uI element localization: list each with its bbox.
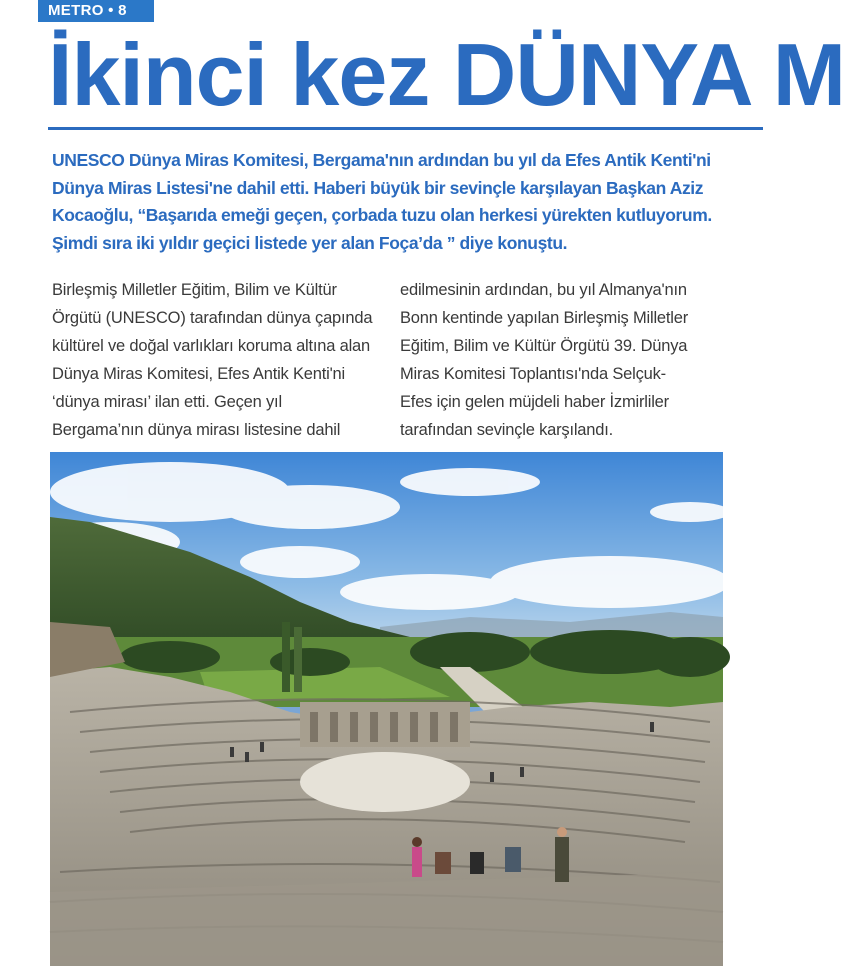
body-line: edilmesinin ardından, bu yıl Almanya'nın: [400, 281, 687, 299]
body-line: Miras Komitesi Toplantısı'nda Selçuk-: [400, 365, 666, 383]
body-line: kültürel ve doğal varlıkları koruma altına alan: [52, 337, 371, 355]
body-column-left: [52, 276, 392, 444]
ephesus-theater-photo: [50, 452, 723, 966]
lead-line: Şimdi sıra iki yıldır geçici listede yer alan Foça’da ” diye konuştu.: [52, 232, 568, 253]
ephesus-theater-illustration: [50, 452, 723, 966]
section-tab: METRO • 8: [38, 0, 154, 22]
headline: İkinci kez DÜNYA M: [48, 25, 845, 124]
body-line: Örgütü (UNESCO) tarafından dünya çapında: [52, 309, 373, 327]
body-line: Dünya Miras Komitesi, Efes Antik Kenti'ni: [52, 365, 345, 383]
body-line: Efes için gelen müjdeli haber İzmirliler: [400, 393, 669, 411]
lead-line: UNESCO Dünya Miras Komitesi, Bergama'nın ardından bu yıl da Efes Antik Kenti'ni: [52, 150, 711, 170]
headline-rule: [48, 127, 763, 130]
lead-line: Kocaoğlu, “Başarıda emeği geçen, çorbada tuzu olan herkesi yürekten kutluyorum.: [52, 205, 712, 225]
stage-building: [300, 702, 470, 747]
body-line: Eğitim, Bilim ve Kültür Örgütü 39. Dünya: [400, 337, 688, 355]
body-line: tarafından sevinçle karşılandı.: [400, 421, 614, 439]
body-line: Bergama’nın dünya mirası listesine dahil: [52, 421, 341, 439]
body-line: Birleşmiş Milletler Eğitim, Bilim ve Kültür: [52, 281, 337, 299]
body-column-right: [400, 276, 740, 444]
body-line: Bonn kentinde yapılan Birleşmiş Milletler: [400, 309, 689, 327]
lead-paragraph: [52, 147, 742, 257]
orchestra-floor: [300, 752, 470, 812]
lead-line: Dünya Miras Listesi'ne dahil etti. Haberi büyük bir sevinçle karşılayan Başkan Aziz: [52, 177, 704, 198]
body-line: ‘dünya mirası’ ilan etti. Geçen yıl: [52, 393, 282, 411]
